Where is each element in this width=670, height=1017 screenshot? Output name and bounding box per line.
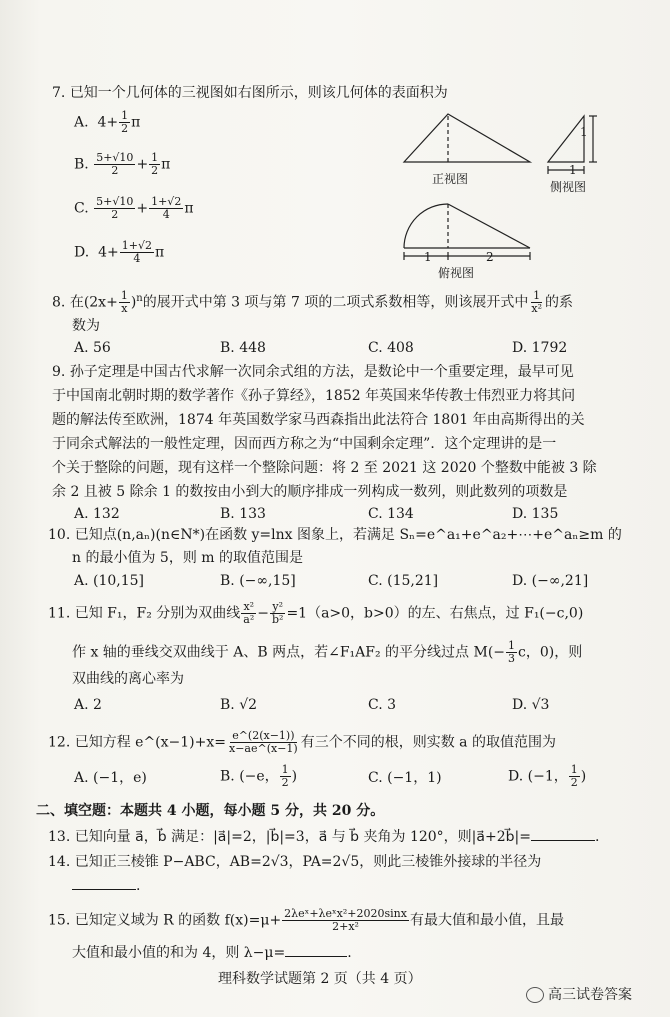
q13-stem: 13. 已知向量 a⃗，b⃗ 满足：|a⃗|=2，|b⃗|=3，a⃗ 与 b⃗ 夹角为 120°，则|a⃗+2b⃗|= . <box>48 829 600 845</box>
q11-option-d: D. √3 <box>512 697 550 713</box>
watermark: 高三试卷答案 <box>526 986 632 1004</box>
q8-stem-line2: 数为 <box>72 318 100 334</box>
section-fill-in-heading: 二、填空题：本题共 4 小题，每小题 5 分，共 20 分。 <box>36 803 385 819</box>
q12-option-c: C. (−1，1) <box>368 770 442 786</box>
q9-option-d: D. 135 <box>512 506 559 522</box>
q7-option-d: D. 4+ $\frac{1+√2}{4}$ π <box>74 239 165 265</box>
q14-stem: 14. 已知正三棱锥 P−ABC，AB=2√3，PA=2√5，则此三棱锥外接球的半径为 <box>48 854 542 870</box>
q10-line2: n 的最小值为 5，则 m 的取值范围是 <box>72 550 303 566</box>
q11-line1: 11. 已知 F₁，F₂ 分别为双曲线 $\frac{\text{x²}}{\text{a²}}$ − $\frac{\text{y²}}{\text{b²}}$ =1（a>0，b>0）的左、右焦点，过 F₁(−c,0) <box>48 600 584 626</box>
q9-option-c: C. 134 <box>368 506 414 522</box>
q10-option-b: B. (−∞,15] <box>220 573 296 589</box>
front-view-label: 正视图 <box>432 172 469 186</box>
q7-stem: 7. 已知一个几何体的三视图如右图所示，则该几何体的表面积为 <box>52 85 448 101</box>
q9-option-b: B. 133 <box>220 506 266 522</box>
q11-option-c: C. 3 <box>368 697 397 713</box>
q10-line1: 10. 已知点(n,aₙ)(n∈N*)在函数 y=lnx 图象上，若满足 Sₙ=e^a₁+e^a₂+⋯+e^aₙ≥m 的 <box>48 527 622 543</box>
q10-option-c: C. (15,21] <box>368 573 439 589</box>
q9-line1: 9. 孙子定理是中国古代求解一次同余式组的方法，是数论中一个重要定理，最早可见 <box>52 364 574 380</box>
q14-answer-blank[interactable] <box>72 889 136 890</box>
top-width-1-label: 1 <box>424 250 432 264</box>
q7-option-a: A. 4+ $\frac{1}{2}$ π <box>74 109 141 135</box>
q11-option-b: B. √2 <box>220 697 258 713</box>
q10-option-d: D. (−∞,21] <box>512 573 589 589</box>
q7-option-b: B. $\frac{5+√10}{2}$ + $\frac{1}{2}$ π <box>74 151 171 177</box>
q12-option-a: A. (−1，e) <box>74 770 147 786</box>
q15-line2: 大值和最小值的和为 4，则 λ−μ= . <box>72 945 352 961</box>
q10-option-a: A. (10,15] <box>74 573 145 589</box>
side-view-label: 侧视图 <box>550 180 587 194</box>
q8-stem: 8. 在(2x+ $\frac{1}{x}$ )$^n$的展开式中第 3 项与第 7 项的二项式系数相等，则该展开式中 $\frac{1}{\text{x²}}$ 的系 <box>52 289 573 316</box>
q12-option-b: B. (−e， $\frac{1}{2}$ ) <box>220 763 298 789</box>
q11-option-a: A. 2 <box>74 697 102 713</box>
q8-option-c: C. 408 <box>368 340 414 356</box>
q9-line2: 于中国南北朝时期的数学著作《孙子算经》，1852 年英国来华传教士伟烈亚力将其问 <box>52 388 576 404</box>
q9-line6: 余 2 且被 5 除余 1 的数按由小到大的顺序排成一列构成一数列，则此数列的项数是 <box>52 484 568 500</box>
q8-option-b: B. 448 <box>220 340 266 356</box>
q13-answer-blank[interactable] <box>531 840 595 841</box>
q9-line3: 题的解法传至欧洲，1874 年英国数学家马西森指出此法符合 1801 年由高斯得出的关 <box>52 412 585 428</box>
top-view-label: 俯视图 <box>438 266 475 280</box>
q8-option-d: D. 1792 <box>512 340 568 356</box>
q11-line3: 双曲线的离心率为 <box>72 671 184 687</box>
q12-stem: 12. 已知方程 e^(x−1)+x= $\frac{e\^{}(2(x-1))}{x-ae\^{}(x-1)}$ 有三个不同的根，则实数 a 的取值范围为 <box>48 729 556 755</box>
q8-option-a: A. 56 <box>74 340 111 356</box>
q9-line5: 个关于整除的问题，现有这样一个整除问题：将 2 至 2021 这 2020 个整数中能被 3 除 <box>52 460 597 476</box>
q15-stem: 15. 已知定义域为 R 的函数 f(x)=μ+ $\frac{\text{2λeˣ+λeˣx²+2020sinx}}{\text{2+x²}}$ 有最大值和最小值，且最 <box>48 907 564 933</box>
front-view <box>404 114 530 162</box>
q15-answer-blank[interactable] <box>285 956 347 957</box>
side-width-label: 1 <box>569 163 577 177</box>
q14-answer-line: . <box>72 877 140 895</box>
side-height-label: 1 <box>580 125 588 139</box>
q7-option-c: C. $\frac{5+√10}{2}$ + $\frac{1+√2}{4}$ π <box>74 195 194 221</box>
page-footer: 理科数学试题第 2 页（共 4 页） <box>218 971 422 987</box>
top-view <box>404 204 530 260</box>
q11-line2: 作 x 轴的垂线交双曲线于 A、B 两点，若∠F₁AF₂ 的平分线过点 M(− $\frac{1}{3}$ c，0)，则 <box>72 639 583 665</box>
q9-line4: 于同余式解法的一般性定理，因而西方称之为“中国剩余定理”．这个定理讲的是一 <box>52 436 557 452</box>
q9-option-a: A. 132 <box>74 506 120 522</box>
top-width-2-label: 2 <box>486 250 494 264</box>
q12-option-d: D. (−1， $\frac{1}{2}$ ) <box>508 763 587 789</box>
wechat-icon <box>526 987 544 1003</box>
